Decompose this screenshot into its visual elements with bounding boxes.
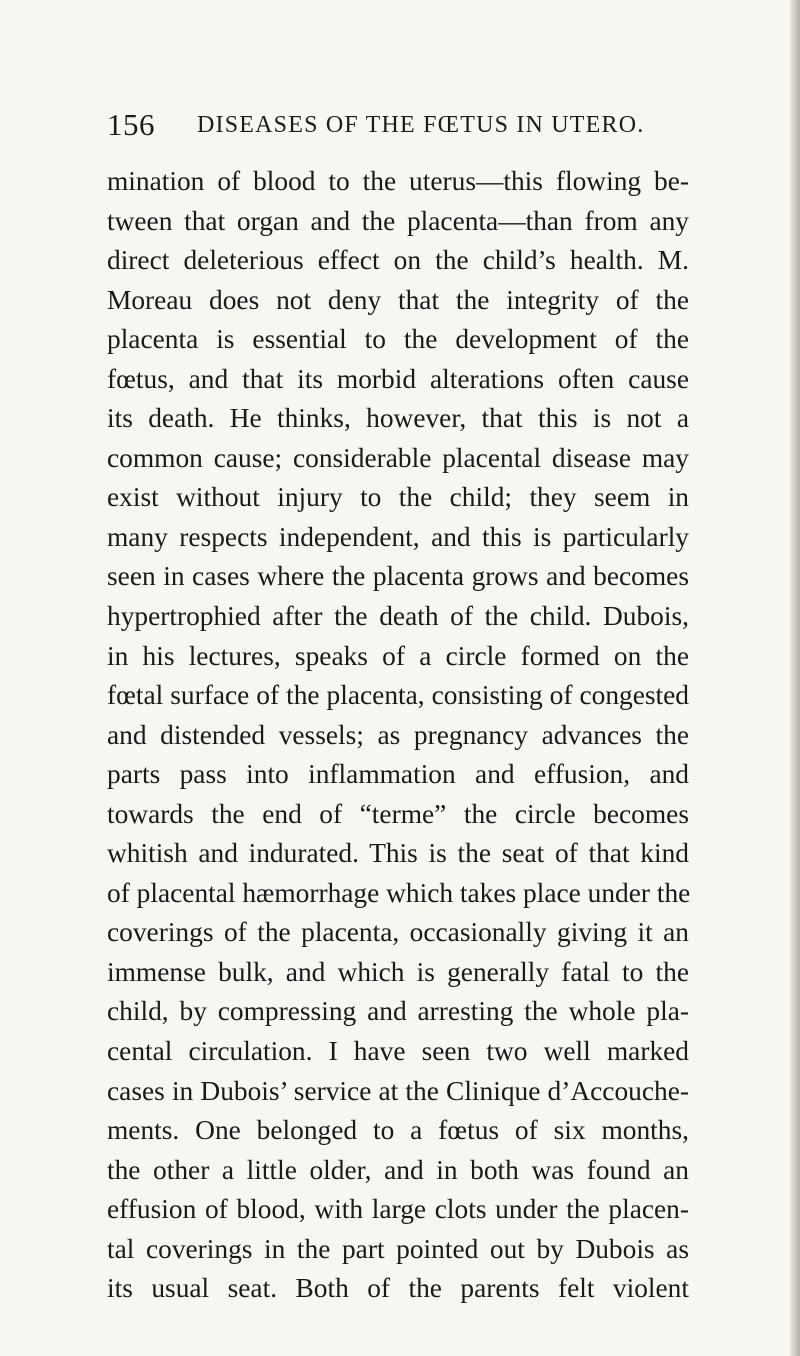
text-line: tween that organ and the placenta—than from any [107, 205, 689, 236]
text-line: immense bulk, and which is generally fatal to the [107, 956, 689, 987]
text-line: effusion of blood, with large clots under the placen- [107, 1194, 689, 1225]
text-line: mination of blood to the uterus—this flowing be- [107, 166, 689, 196]
text-line: parts pass into inflammation and effusion, and [107, 759, 689, 790]
text-line: of placental hæmorrhage which takes place under the [107, 877, 691, 908]
text-line: direct deleterious effect on the child’s health. M. [107, 245, 689, 276]
text-line: and distended vessels; as pregnancy advances the [107, 719, 689, 750]
text-line: common cause; considerable placental disease may [107, 442, 689, 473]
body-paragraph [107, 162, 689, 1309]
text-line: fœtal surface of the placenta, consisting of congested [107, 680, 689, 711]
text-line: Moreau does not deny that the integrity of the [107, 284, 689, 315]
text-line: coverings of the placenta, occasionally giving it an [107, 917, 689, 948]
text-line: child, by compressing and arresting the whole pla- [107, 996, 689, 1027]
text-line: placenta is essential to the development of the [107, 324, 689, 355]
text-line: its usual seat. Both of the parents felt violent [107, 1273, 689, 1304]
text-line: hypertrophied after the death of the child. Dubois, [107, 601, 689, 632]
text-line: seen in cases where the placenta grows and becomes [107, 561, 689, 592]
page-header [107, 103, 687, 147]
text-line: many respects independent, and this is particularly [107, 521, 689, 552]
page-number: 156 [107, 107, 155, 142]
text-line: cases in Dubois’ service at the Clinique d’Accouche- [107, 1075, 689, 1106]
text-line: ments. One belonged to a fœtus of six months, [107, 1115, 689, 1146]
running-title: DISEASES OF THE FŒTUS IN UTERO. [197, 112, 645, 138]
text-line: in his lectures, speaks of a circle formed on the [107, 640, 689, 671]
text-line: exist without injury to the child; they seem in [107, 482, 689, 513]
text-line: its death. He thinks, however, that this is not a [107, 403, 689, 434]
text-line: towards the end of “terme” the circle becomes [107, 798, 689, 829]
text-line: fœtus, and that its morbid alterations often cause [107, 363, 689, 394]
page-edge-shadow [790, 0, 800, 1356]
text-line: the other a little older, and in both was found an [107, 1154, 689, 1185]
text-line: tal coverings in the part pointed out by Dubois as [107, 1233, 689, 1264]
text-line: cental circulation. I have seen two well marked [107, 1036, 689, 1067]
text-line: whitish and indurated. This is the seat of that kind [107, 838, 689, 869]
